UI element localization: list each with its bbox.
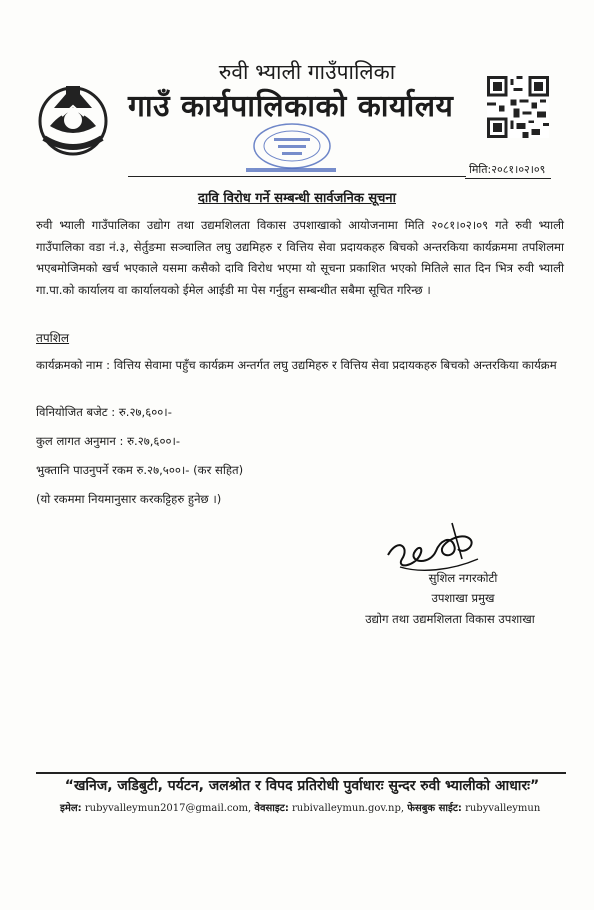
notice-body: रुवी भ्याली गाउँपालिका उद्योग तथा उद्यमशिलता विकास उपशाखाको आयोजनामा मिति २०८१।०२।०९ गते रुवी भ्याली गाउँपालिका वडा नं.३, सेर्तुङमा सञ्चालित लघु उद्यमिहरु र वित्तिय सेवा प्रदायकहरु बिचको अन्तरकिया कार्यक्रममा तपशिलमा भएबमोजिमको खर्च भएकाले यसमा कसैको दावि विरोध भएमा यो सूचना प्रकाशित भएको मितिले सात दिन भित्र रुवी भ्याली गा.पा.को कार्यालय वा कार्यालयको ईमेल आईडी मा पेस गर्नुहुन सम्बन्धीत सबैमा सूचित गरिन्छ ।	[36, 218, 564, 297]
program-name: कार्यक्रमको नाम : वित्तिय सेवामा पहुँच कार्यक्रम अन्तर्गत लघु उद्यमिहरु र वित्तिय सेवा प्रदायकहरु बिचको अन्तरकिया कार्यक्रम	[36, 358, 557, 372]
municipality-name: रुवी भ्याली गाउँपालिका	[218, 60, 396, 84]
website-label: वेवसाइट:	[254, 803, 289, 814]
qr-code-icon	[487, 76, 549, 138]
office-stamp-icon	[232, 118, 352, 180]
notice-date: मिति:२०८१।०२।०९	[465, 162, 551, 179]
details-heading: तपशिल	[36, 331, 70, 345]
government-emblem-icon	[32, 78, 114, 160]
email-link[interactable]: rubyvalleymun2017@gmail.com,	[84, 803, 252, 814]
signatory-department: उद्योग तथा उद्यमशिलता विकास उपशाखा	[365, 612, 535, 626]
email-label: इमेल:	[60, 803, 82, 814]
website-link[interactable]: rubivalleymun.gov.np,	[292, 803, 405, 814]
allocated-budget: विनियोजित बजेट : रु.२७,६००।-	[36, 405, 172, 419]
payable-amount: भुक्तानि पाउनुपर्ने रकम रु.२७,५००।- (कर सहित)	[36, 463, 244, 477]
signatory-block	[378, 568, 548, 608]
office-name: गाउँ कार्यपालिकाको कार्यालय	[128, 89, 454, 124]
facebook-link[interactable]: rubyvalleymun	[465, 803, 541, 814]
signatory-title: उपशाखा प्रमुख	[431, 591, 495, 605]
facebook-label: फेसबुक साईट:	[407, 803, 462, 814]
header-divider	[128, 176, 466, 177]
footer-divider	[36, 772, 566, 774]
signatory-name: सुशिल नगरकोटी	[428, 571, 498, 585]
footer-contact	[60, 800, 540, 814]
footer-slogan: “खनिज, जडिबुटी, पर्यटन, जलश्रोत र विपद प्रतिरोधी पुर्वाधारः सुन्दर रुवी भ्यालीको आधारः”	[64, 778, 540, 794]
tax-deduction-note: (यो रकममा नियमानुसार करकट्टिहरु हुनेछ ।)	[36, 492, 222, 506]
notice-subject: दावि विरोध गर्ने सम्बन्धी सार्वजनिक सूचना	[198, 191, 396, 206]
total-cost-estimate: कुल लागत अनुमान : रु.२७,६००।-	[36, 434, 181, 448]
